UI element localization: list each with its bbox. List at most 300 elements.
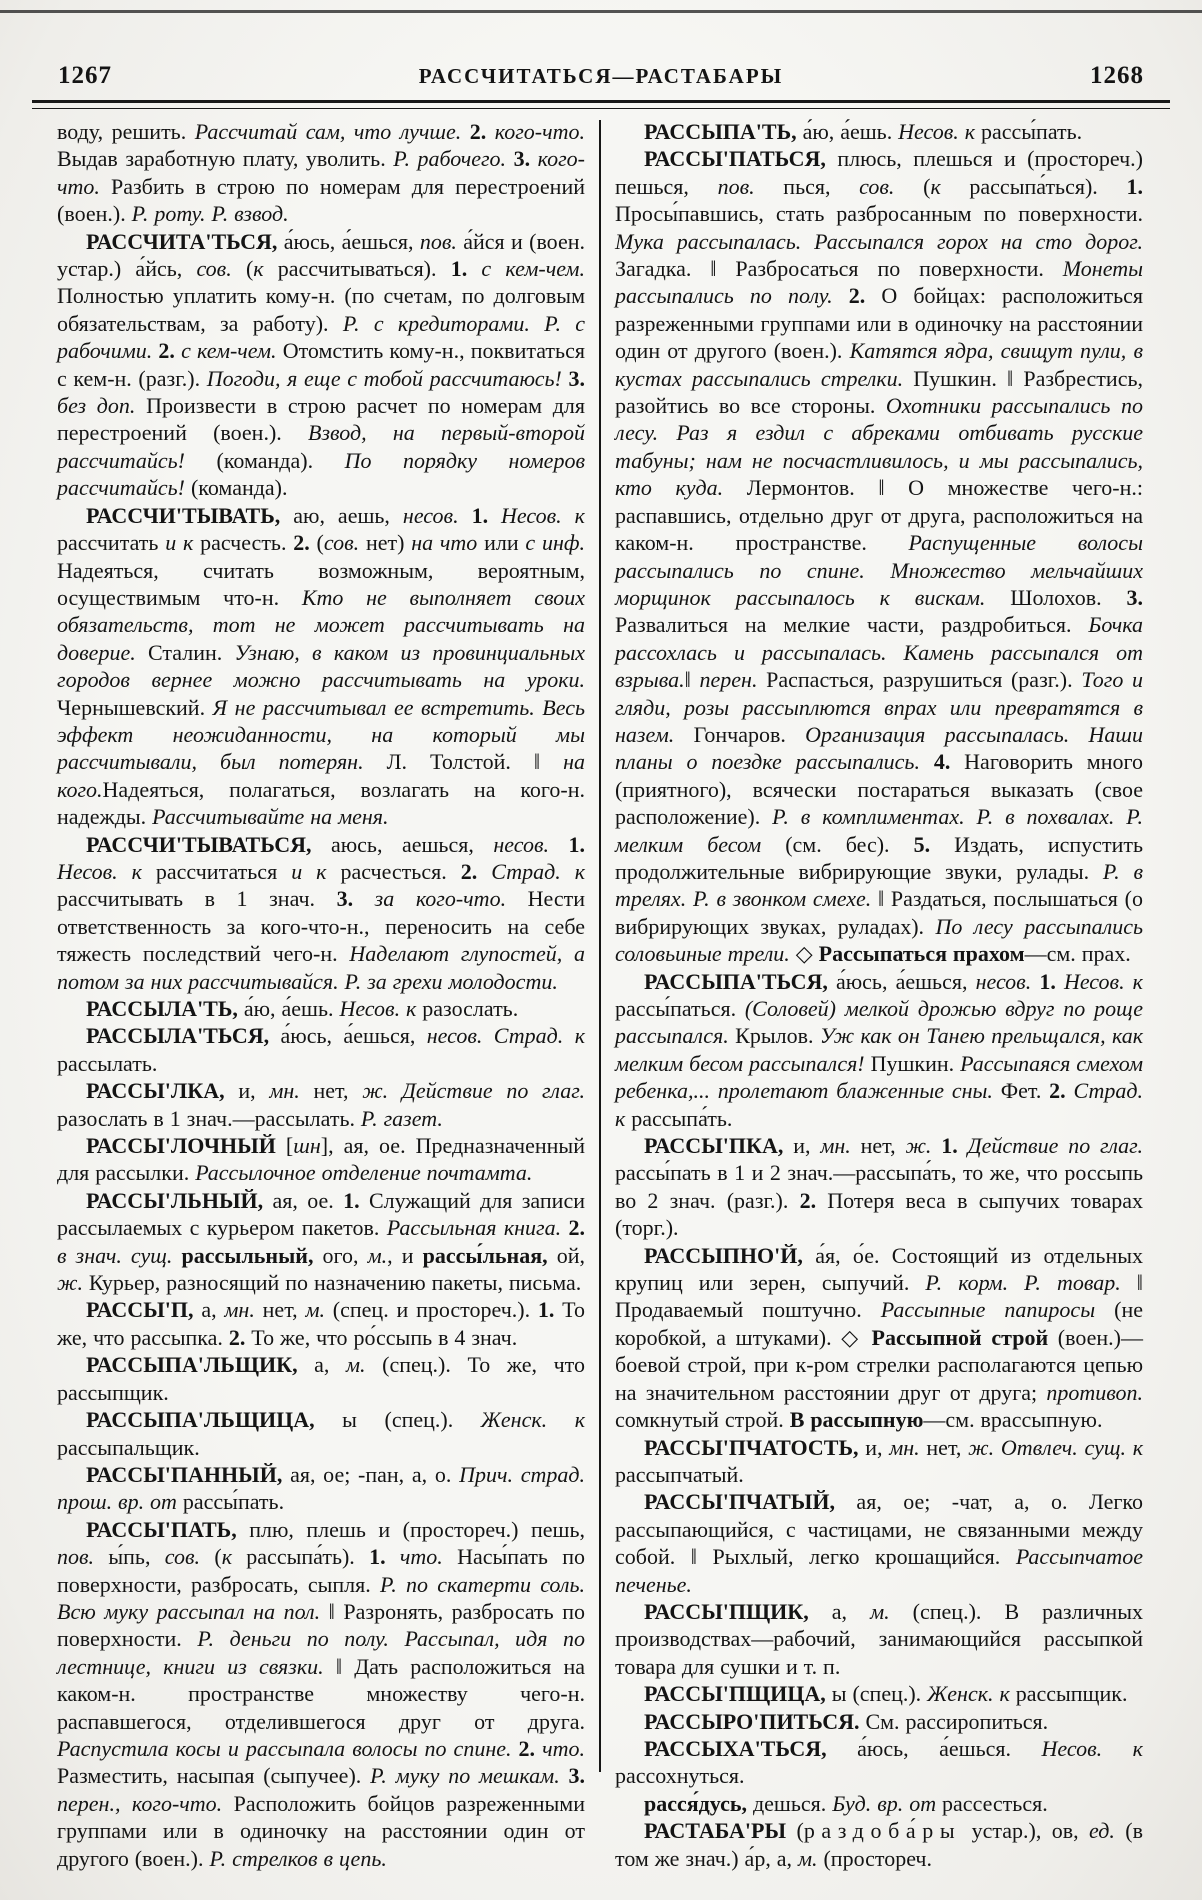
italic-run: Р. по скатерти соль. Всю муку рассыпал на пол.: [57, 1571, 585, 1624]
text-run: ы (спец.).: [825, 1681, 928, 1707]
entry-rassypchatyj: [615, 1488, 1143, 1598]
text-run: Курьер, разносящий по назначению пакеты, письма.: [82, 1270, 582, 1296]
text-run: ], ая, ое. Предназначенный для рассылки.: [57, 1133, 585, 1186]
text-run: ‖ Разронять, разбросать по поверхности.: [57, 1598, 585, 1652]
bold-run: 1.: [471, 502, 489, 528]
italic-run: Р. муку по мешкам.: [370, 1763, 560, 1789]
text-run: Расположить бойцов разреженными группами или в одиночку на расстоянии один от другого (воен.).: [57, 1790, 585, 1871]
text-run: рассыпа́ться).: [940, 173, 1127, 199]
italic-run: Кто не выполняет своих обязательств, тот не может рассчитывать на доверие.: [57, 584, 585, 665]
text-run: пься,: [754, 173, 860, 199]
text-run: рассчитать: [57, 530, 166, 556]
text-run: Разместить, насыпая (сыпучее).: [57, 1763, 371, 1789]
entry-rassypat-nesov: [615, 118, 1143, 145]
bold-run: 2.: [228, 1324, 246, 1350]
italic-run: к: [930, 173, 941, 199]
text-run: То же, что ро́ссыпь в 4 знач.: [245, 1324, 518, 1350]
text-columns: [57, 118, 1145, 1872]
text-run: [: [275, 1133, 294, 1159]
text-run: [994, 1435, 1001, 1460]
bold-run: 1.: [450, 256, 468, 282]
text-run: (не коробкой, а штуками). ◇: [615, 1297, 1143, 1350]
bold-run: РАССЫПА'ЛЬЩИК,: [86, 1352, 298, 1378]
text-run: Чернышевский.: [57, 694, 213, 720]
text-run: рассыпальщик.: [57, 1434, 200, 1460]
bold-run: РАССЧИТА'ТЬСЯ,: [86, 228, 278, 254]
bold-run: РАСТАБА'РЫ: [644, 1818, 787, 1844]
text-run: Крылов.: [728, 1023, 820, 1049]
text-run: расчесться.: [326, 858, 461, 884]
italic-run: ж.: [57, 1270, 83, 1296]
text-run: Пушкин.: [864, 1050, 961, 1076]
bold-run: РАССЫПА'ТЬСЯ,: [644, 968, 828, 994]
text-run: [1056, 969, 1064, 994]
text-run: ‖ Раздаться, послышаться (о вибрирующих звуках, руладах).: [615, 886, 1143, 939]
italic-run: Того и гляди, розы рассыплются впрах или превратятся в назем.: [615, 667, 1144, 747]
text-run: [512, 1736, 519, 1761]
entry-rassykhatsya: [615, 1735, 1143, 1790]
italic-run: на кого.: [57, 749, 585, 802]
text-run: О бойцах: расположиться разреженными группами или в одиночку на расстоянии один от другого (воен.).: [615, 283, 1143, 364]
bold-run: 3.: [513, 146, 531, 172]
bold-run: 2.: [799, 1187, 817, 1213]
bold-run: рассы́льная,: [422, 1242, 548, 1268]
italic-run: Страд. к: [493, 1023, 585, 1049]
bold-run: РАССЫХА'ТЬСЯ,: [644, 1735, 827, 1761]
text-run: [562, 366, 569, 391]
text-run: расчесть.: [193, 530, 294, 556]
bold-run: РАССЫ'ПЧАТЫЙ,: [644, 1489, 836, 1515]
text-run: и,: [224, 1078, 270, 1104]
text-run: [482, 1023, 493, 1048]
bold-run: РАССЫПНО'Й,: [644, 1242, 803, 1268]
text-run: рассчитаться: [141, 858, 292, 884]
bold-run: 2.: [460, 858, 478, 884]
text-run: [459, 503, 472, 528]
text-run: а,: [193, 1297, 225, 1323]
bold-run: РАССЫ'ПЧАТОСТЬ,: [644, 1434, 859, 1460]
text-run: (: [786, 1818, 804, 1844]
text-run: Разбить в строю по номерам для перестроений (воен.).: [57, 173, 585, 227]
italic-run: и к: [165, 530, 194, 556]
scan-edge-artifact: [0, 10, 1202, 13]
italic-run: к: [253, 256, 264, 282]
text-run: дешься.: [747, 1790, 833, 1816]
text-run: (команда).: [185, 447, 345, 473]
italic-run: с кем-чем.: [481, 256, 585, 282]
page-number-right: 1268: [1089, 62, 1144, 89]
text-run: устар.), ов,: [961, 1818, 1090, 1844]
text-run: Отомстить кому-н., поквитаться с кем-н. (разг.).: [57, 338, 585, 391]
bold-run: РАССЫ'ЛЬНЫЙ,: [86, 1187, 264, 1213]
bold-run: 2.: [518, 1735, 536, 1761]
bold-run: 4.: [933, 749, 951, 775]
bold-run: 3.: [1126, 584, 1143, 610]
italic-run: несов.: [402, 502, 459, 528]
text-run: а́я, о́е. Состоящий из отдельных крупиц или зерен, сыпучий.: [615, 1242, 1143, 1296]
entry-rasschityvatsya: [57, 831, 585, 995]
italic-run: (Соловей) мелкой дрожью вдруг по роще рассыпался.: [615, 996, 1143, 1049]
text-run: рассы́пать в 1 и 2 знач.—рассыпа́ть, то же, что россыпь во 2 знач. (разг.).: [615, 1160, 1143, 1213]
bold-run: 2.: [1049, 1078, 1066, 1104]
text-run: аю, аешь,: [280, 502, 403, 528]
italic-run: шн: [293, 1133, 321, 1159]
entry-rassyp: [57, 1296, 585, 1351]
italic-run: несов.: [493, 831, 549, 857]
italic-run: Р. стрелков в цепь.: [209, 1845, 387, 1871]
text-run: ◇: [789, 941, 819, 967]
page-header: [58, 62, 1144, 90]
italic-run: ж.: [905, 1133, 932, 1159]
text-run: а́ю, а́ешь.: [237, 996, 340, 1021]
italic-run: Уж как он Танею прельщался, как мелким бесом рассыпался!: [615, 1023, 1143, 1076]
text-run: рассчитывать в 1 знач.: [57, 886, 337, 912]
italic-run: Рассылочное отделение почтамта.: [195, 1160, 533, 1186]
text-run: ‖ Дать расположиться на каком-н. пространстве множеству чего-н. распавшегося, отделившегося друг от друга.: [57, 1653, 586, 1734]
text-run: рассыпчатый.: [615, 1461, 744, 1487]
italic-run: пов.: [717, 173, 755, 199]
italic-run: Действие по глаг.: [401, 1078, 585, 1104]
bold-run: РАССЧИ'ТЫВАТЬСЯ,: [86, 831, 312, 857]
text-run: Полностью уплатить кому-н. (по счетам, по долговым обязательствам, за работу).: [57, 283, 585, 336]
italic-run: Рассчитай сам, что лучше.: [194, 119, 462, 144]
italic-run: пов.: [57, 1544, 95, 1570]
text-run: Распасться, разрушиться (разг.).: [757, 667, 1082, 693]
italic-run: Взвод, на первый-второй рассчитайсь!: [57, 420, 585, 473]
bold-run: 1.: [568, 831, 585, 857]
text-run: ая, ое; -пан, а, о.: [282, 1461, 460, 1487]
bold-run: РАССЫ'ЛОЧНЫЙ: [86, 1133, 276, 1159]
italic-run: Погоди, я еще с тобой рассчитаюсь!: [206, 365, 562, 391]
header-rule: [32, 100, 1170, 109]
text-run: а́юсь, а́ешься,: [269, 1023, 427, 1049]
text-run: Шолохов.: [985, 584, 1127, 610]
italic-run: перен., кого-что.: [57, 1790, 223, 1816]
text-run: Просы́павшись, стать разбросанным по поверхности.: [615, 201, 1143, 227]
text-run: [477, 859, 491, 884]
text-run: (спец.). То же, что рассыпщик.: [57, 1352, 585, 1405]
entry-rassyropitsya: [615, 1708, 1143, 1735]
text-run: рассылать.: [57, 1050, 158, 1076]
continued-paragraph: [57, 118, 585, 228]
text-run: Произвести в строю расчет по номерам для перестроений (воен.).: [57, 393, 585, 446]
entry-rastabary: [615, 1817, 1143, 1872]
text-run: (спец.). В различных производствах—рабочий, занимающийся рассыпкой товара для сушки и т. п.: [615, 1598, 1143, 1679]
bold-run: 2.: [469, 119, 487, 144]
text-run: (команда).: [185, 475, 288, 501]
text-run: Сталин.: [135, 639, 235, 665]
text-run: а́юсь, а́ешься,: [827, 968, 976, 994]
italic-run: Несов. к: [339, 996, 417, 1021]
italic-run: Наделают глупостей, а потом за них рассчитывайся. Р. за грехи молодости.: [57, 941, 585, 994]
text-run: (: [309, 530, 324, 556]
italic-run: Бочка рассохлась и рассыпалась. Камень рассыпался от взрыва.: [615, 612, 1143, 693]
entry-rassypat-sov: [57, 1516, 585, 1872]
italic-run: в знач. сущ.: [57, 1242, 173, 1268]
text-run: (воен.)—боевой строй, при к-ром стрелки располагаются цепью на значительном расстоянии друг от друга;: [615, 1324, 1143, 1405]
entry-rassypshchik: [615, 1598, 1143, 1680]
bold-run: РАССЫПА'ТЬ,: [644, 119, 797, 144]
italic-run: По лесу рассыпались соловьиные трели.: [615, 913, 1143, 967]
bold-run: РАССЫ'П,: [86, 1297, 194, 1323]
text-run: и,: [783, 1133, 821, 1159]
text-run: [549, 832, 569, 857]
text-run: Надеяться, считать возможным, вероятным, осуществимым что-н.: [57, 557, 585, 610]
italic-run: к: [221, 1544, 232, 1570]
text-run: (: [200, 1544, 222, 1570]
entry-rassypannyj: [57, 1461, 585, 1516]
italic-run: Р. деньги по полу. Рассыпал, идя по лестнице, книги из связки.: [57, 1626, 585, 1679]
text-run: нет,: [299, 1078, 363, 1104]
text-run: и,: [858, 1434, 890, 1460]
text-run: Пушкин. ‖ Разбрестись, разойтись во все стороны.: [615, 365, 1143, 419]
italic-run: Узнаю, в каком из провинциальных городов вернее можно рассчитывать на уроки.: [57, 639, 585, 693]
entry-rasschitatsya: [57, 228, 585, 502]
bold-run: РАССЫ'ЛКА,: [86, 1078, 225, 1104]
text-run: разослать в 1 знач.—рассылать.: [57, 1105, 361, 1131]
bold-run: 3.: [568, 365, 585, 391]
entry-rassypatsya-sov: [615, 145, 1143, 967]
italic-run: с кем-чем.: [181, 338, 277, 364]
italic-run: Рассыпаяся смехом ребенка,... пролетают блаженные сны.: [615, 1050, 1143, 1104]
text-run: [461, 119, 470, 144]
text-run: сомкнутый строй.: [615, 1407, 790, 1433]
text-run: ой,: [547, 1242, 585, 1268]
text-run: а,: [297, 1352, 347, 1378]
text-run: (см. бес).: [761, 831, 914, 857]
text-run: нет,: [254, 1297, 306, 1323]
bold-run: 1.: [369, 1544, 386, 1570]
text-run: Лермонтов. ‖ О множестве чего-н.: распавшись, отдельно друг от друга, расположиться на каком-н. пространстве.: [615, 475, 1144, 556]
text-run: ого,: [313, 1242, 368, 1268]
italic-run: Р. корм. Р. товар.: [925, 1270, 1121, 1296]
bold-run: 2.: [848, 283, 866, 309]
italic-run: мн.: [889, 1434, 920, 1460]
italic-run: Рассыпчатое печенье.: [615, 1544, 1143, 1597]
italic-run: за кого-что.: [374, 886, 507, 912]
text-run: [467, 256, 481, 281]
text-run: Служащий для записи рассылаемых с курьером пакетов.: [57, 1187, 585, 1241]
right-column: [615, 118, 1143, 1872]
italic-run: Р. в трелях. Р. в звонком смехе.: [615, 858, 1143, 912]
italic-run: Страд. к: [615, 1078, 1143, 1131]
italic-run: Распустила косы и рассыпала волосы по спине.: [57, 1735, 512, 1761]
text-run: аюсь, аешься,: [311, 831, 494, 857]
italic-run: сов.: [196, 256, 232, 282]
entry-rassypka: [615, 1132, 1143, 1242]
italic-run: Охотники рассыпались по лесу. Раз я ездил с абреками отбивать русские табуны; нам не посчастливилось, и мы рассыпались, кто куда.: [615, 393, 1143, 501]
bold-run: РАССЫРО'ПИТЬСЯ.: [644, 1708, 860, 1734]
italic-run: Организация рассыпалась. Наши планы о поездке рассыпались.: [615, 721, 1143, 775]
entry-rassypalshchik: [57, 1351, 585, 1406]
text-run: а́юсь, а́ешься.: [826, 1735, 1042, 1761]
entry-rassypshchitsa: [615, 1680, 1143, 1707]
text-run: (спец. и простореч.).: [325, 1297, 538, 1323]
italic-run: и к: [291, 858, 327, 884]
entry-rassyadus: [615, 1790, 1143, 1817]
text-run: [920, 749, 934, 774]
text-run: Издать, испустить продолжительные вибрирующие звуки, рулады.: [615, 831, 1143, 884]
text-run: [506, 146, 514, 171]
italic-run: Женск. к: [480, 1407, 585, 1433]
italic-run: Весь эффект неожиданности, на который мы рассчитывали, был потерян.: [57, 694, 585, 775]
italic-run: м.: [346, 1352, 366, 1378]
bold-run: 1.: [343, 1187, 360, 1213]
italic-run: Женск. к: [927, 1681, 1010, 1707]
bold-run: 1.: [1039, 968, 1056, 994]
text-run: Л. Толстой. ‖: [363, 749, 564, 775]
italic-run: с инф.: [525, 530, 586, 556]
text-run: [833, 283, 849, 308]
text-run: Загадка. ‖ Разбросаться по поверхности.: [615, 256, 1063, 282]
text-run: (: [231, 256, 254, 282]
bold-run: РАССЫ'ПЩИК,: [644, 1598, 809, 1624]
italic-run: ж.: [362, 1078, 389, 1104]
italic-run: что.: [399, 1544, 443, 1570]
italic-run: Р. роту. Р. взвод.: [131, 201, 289, 227]
text-run: Наговорить много (приятного), всячески постараться выказать (свое расположение).: [615, 749, 1143, 830]
text-run: Фет.: [992, 1078, 1050, 1104]
bold-run: РАССЫ'ПАННЫЙ,: [86, 1461, 283, 1487]
italic-run: Рассыльная книга.: [386, 1215, 562, 1241]
italic-run: Несов. к: [501, 502, 585, 528]
text-run: рассыпщик.: [1009, 1681, 1128, 1707]
text-run: рассы́пать.: [176, 1489, 285, 1515]
text-run: а́ю, а́ешь.: [796, 119, 899, 144]
italic-run: противоп.: [1046, 1379, 1143, 1405]
page-number-left: 1267: [58, 62, 112, 89]
text-run: нет,: [919, 1434, 969, 1460]
italic-run: Прич. страд. прош. вр. от: [57, 1461, 585, 1515]
text-run: а́юсь, а́ешься,: [277, 228, 420, 254]
text-run: рассыпа́ть).: [231, 1544, 370, 1570]
bold-run: В рассыпную: [789, 1407, 924, 1433]
italic-run: Р. в комплиментах. Р. в похвалах. Р. мелким бесом: [615, 804, 1143, 857]
italic-run: сов.: [859, 173, 895, 199]
entry-rassylochnyj: [57, 1132, 585, 1187]
italic-run: несов.: [426, 1023, 483, 1049]
text-run: рассчитываться).: [263, 256, 451, 282]
text-run: , и: [387, 1242, 423, 1268]
text-run: ая, ое.: [263, 1187, 344, 1213]
letterspaced-run: раздоба́ры: [803, 1818, 962, 1844]
bold-run: РАССЫ'ПАТЬСЯ,: [644, 146, 826, 172]
italic-run: Р. с кредиторами. Р. с рабочими.: [57, 310, 585, 364]
bold-run: 5.: [913, 831, 931, 857]
text-run: ‖: [684, 667, 700, 693]
entry-rassylka: [57, 1077, 585, 1132]
italic-run: м.: [797, 1845, 818, 1871]
text-run: (: [894, 173, 931, 199]
italic-run: пов.: [419, 228, 457, 254]
text-run: рассыпа́ть.: [625, 1105, 733, 1131]
text-run: [530, 146, 538, 171]
bold-run: 2.: [568, 1215, 585, 1241]
italic-run: Несов. к: [1041, 1735, 1143, 1761]
italic-run: Распущенные волосы рассыпались по спине. Множество мельчайших морщинок рассыпалось к вискам.: [615, 530, 1143, 610]
italic-run: мн.: [224, 1297, 255, 1323]
text-run: [353, 886, 375, 911]
bold-run: РАССЫЛА'ТЬСЯ,: [86, 1023, 270, 1049]
text-run: нет,: [850, 1133, 906, 1159]
entry-rassypnoj: [615, 1242, 1143, 1434]
italic-run: Отвлеч. сущ. к: [1000, 1434, 1143, 1460]
text-run: [388, 1078, 402, 1103]
entry-rassypalshchitsa: [57, 1406, 585, 1461]
italic-run: сов.: [323, 530, 360, 556]
italic-run: несов.: [975, 968, 1032, 994]
text-run: ая, ое; -чат, а, о. Легко рассыпающийся, с частицами, не связанными между собой. ‖ Рыхлый, легко крошащийся.: [615, 1489, 1143, 1570]
text-run: —см. врассыпную.: [923, 1407, 1103, 1433]
bold-run: расся́дусь,: [644, 1790, 748, 1816]
bold-run: Рассыпаться прахом: [818, 941, 1025, 967]
bold-run: РАССЫ'ПКА,: [644, 1133, 784, 1159]
entry-rassylat: [57, 995, 585, 1022]
text-run: рассохнуться.: [615, 1763, 745, 1789]
italic-run: ед.: [1089, 1818, 1115, 1844]
text-run: разослать.: [416, 996, 519, 1021]
text-run: Надеяться, полагаться, возлагать на кого-н. надежды.: [57, 776, 585, 830]
italic-run: Несов. к: [1063, 968, 1143, 994]
text-run: а́йся и (воен. устар.) а́йсь,: [57, 228, 585, 282]
text-run: воду, решить.: [57, 119, 195, 144]
text-run: рассы́паться.: [615, 996, 745, 1021]
text-run: То же, что рассыпка.: [57, 1297, 585, 1350]
italic-run: мн.: [269, 1078, 300, 1104]
bold-run: РАССЫПА'ЛЬЩИЦА,: [86, 1407, 315, 1433]
entry-rassypchatost: [615, 1434, 1143, 1489]
bold-run: 2.: [293, 530, 310, 556]
italic-run: По порядку номеров рассчитайсь!: [57, 447, 585, 501]
italic-run: Страд. к: [491, 858, 585, 884]
bold-run: 1.: [537, 1297, 555, 1323]
italic-run: Несов. к: [898, 119, 976, 144]
text-run: Развалиться на мелкие части, раздробиться.: [615, 612, 1089, 638]
italic-run: на что: [411, 530, 478, 556]
text-run: рассы́пать.: [975, 119, 1083, 144]
text-run: Насы́пать по поверхности, разбросать, сыпля.: [57, 1544, 586, 1597]
text-run: плю, плешь и (простореч.) пешь,: [236, 1516, 585, 1542]
left-column: [57, 118, 585, 1872]
bold-run: РАССЫ'ПЩИЦА,: [644, 1681, 826, 1707]
text-run: —см. прах.: [1024, 941, 1131, 967]
text-run: ‖ Продаваемый поштучно.: [615, 1270, 1143, 1323]
text-run: Потеря веса в сыпучих товарах (торг.).: [615, 1187, 1143, 1241]
text-run: рассесться.: [936, 1790, 1048, 1816]
entry-rassylnyj: [57, 1187, 585, 1297]
italic-run: Действие по глаг.: [967, 1133, 1143, 1159]
text-run: плюсь, плешься и (простореч.) пешься,: [615, 146, 1143, 199]
italic-run: сов.: [164, 1544, 201, 1570]
italic-run: Катятся ядра, свищут пули, в кустах рассыпались стрелки.: [615, 338, 1143, 391]
italic-run: м.: [305, 1297, 325, 1323]
text-run: Нести ответственность за кого-что-н., переносить на себе тяжесть последствий чего-н.: [57, 886, 585, 967]
bold-run: рассыльный,: [181, 1242, 314, 1268]
italic-run: ж.: [968, 1434, 995, 1460]
bold-run: РАССЧИ'ТЫВАТЬ,: [86, 502, 281, 528]
italic-run: Рассыпные папиросы: [880, 1297, 1096, 1323]
italic-run: Я не рассчитывал ее встретить.: [212, 694, 535, 720]
bold-run: 3.: [336, 886, 354, 912]
italic-run: перен.: [699, 667, 758, 693]
text-run: [486, 119, 495, 144]
entry-rassypatsya-nesov: [615, 968, 1143, 1132]
italic-run: мн.: [820, 1133, 851, 1159]
italic-run: кого-что.: [57, 146, 585, 199]
entry-rasschityvat: [57, 502, 585, 831]
text-run: или: [477, 530, 526, 556]
italic-run: Р. газет.: [360, 1105, 443, 1131]
